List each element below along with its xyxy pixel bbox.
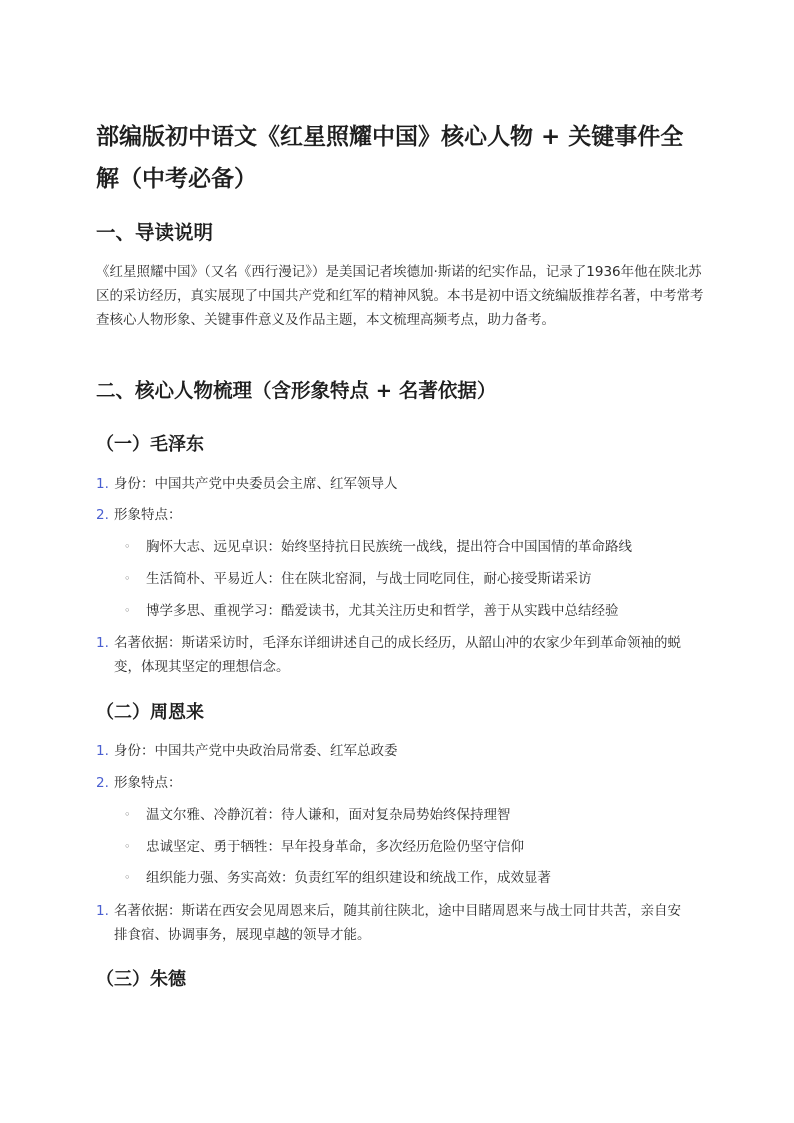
subheading-mao: （一）毛泽东 (96, 434, 204, 455)
section-heading-characters: 二、核心人物梳理（含形象特点 + 名著依据） (96, 379, 497, 402)
document-title: 部编版初中语文《红星照耀中国》核心人物 + 关键事件全解（中考必备） (96, 124, 684, 192)
list-number: 1. (96, 743, 109, 759)
bullet-icon: ◦ (124, 871, 131, 884)
trait-text: 胸怀大志、远见卓识：始终坚持抗日民族统一战线，提出符合中国国情的革命路线 (146, 539, 632, 555)
list-item (96, 503, 696, 527)
basis-text: 名著依据：斯诺采访时，毛泽东详细讲述自己的成长经历，从韶山冲的农家少年到革命领袖的蜕变，体现其坚定的理想信念。 (114, 635, 681, 675)
trait-text: 组织能力强、务实高效：负责红军的组织建设和统战工作，成效显著 (146, 870, 551, 886)
trait-text: 博学多思、重视学习：酷爱读书，尤其关注历史和哲学，善于从实践中总结经验 (146, 603, 619, 619)
trait-item (124, 803, 704, 827)
bullet-icon: ◦ (124, 840, 131, 853)
trait-item (124, 535, 704, 559)
section-heading-intro: 一、导读说明 (96, 221, 214, 244)
trait-text: 生活简朴、平易近人：住在陕北窑洞，与战士同吃同住，耐心接受斯诺采访 (146, 571, 592, 587)
trait-item (124, 835, 704, 859)
list-number: 2. (96, 507, 109, 523)
trait-item (124, 599, 704, 623)
traits-label: 形象特点： (114, 507, 182, 523)
trait-item (124, 866, 704, 890)
list-item (96, 631, 690, 679)
bullet-icon: ◦ (124, 540, 131, 553)
list-number: 1. (96, 635, 109, 651)
list-item (96, 739, 696, 763)
bullet-icon: ◦ (124, 572, 131, 585)
intro-paragraph: 《红星照耀中国》（又名《西行漫记》）是美国记者埃德加·斯诺的纪实作品，记录了1936年他在陕北苏区的采访经历，真实展现了中国共产党和红军的精神风貌。本书是初中语文统编版推荐名著，中考常考查核心人物形象、关键事件意义及作品主题，本文梳理高频考点，助力备考。 (96, 264, 704, 328)
subheading-zhu: （三）朱德 (96, 969, 186, 990)
bullet-icon: ◦ (124, 808, 131, 821)
traits-label: 形象特点： (114, 775, 182, 791)
trait-text: 温文尔雅、冷静沉着：待人谦和，面对复杂局势始终保持理智 (146, 807, 511, 823)
list-number: 2. (96, 775, 109, 791)
bullet-icon: ◦ (124, 604, 131, 617)
identity-text: 身份：中国共产党中央委员会主席、红军领导人 (114, 476, 398, 492)
identity-text: 身份：中国共产党中央政治局常委、红军总政委 (114, 743, 398, 759)
list-number: 1. (96, 903, 109, 919)
list-item (96, 472, 696, 496)
list-item (96, 771, 696, 795)
basis-text: 名著依据：斯诺在西安会见周恩来后，随其前往陕北，途中目睹周恩来与战士同甘共苦，亲自安排食宿、协调事务，展现卓越的领导才能。 (114, 903, 681, 943)
trait-item (124, 567, 704, 591)
list-item (96, 899, 690, 947)
list-number: 1. (96, 476, 109, 492)
trait-text: 忠诚坚定、勇于牺牲：早年投身革命，多次经历危险仍坚守信仰 (146, 839, 524, 855)
subheading-zhou: （二）周恩来 (96, 702, 204, 723)
